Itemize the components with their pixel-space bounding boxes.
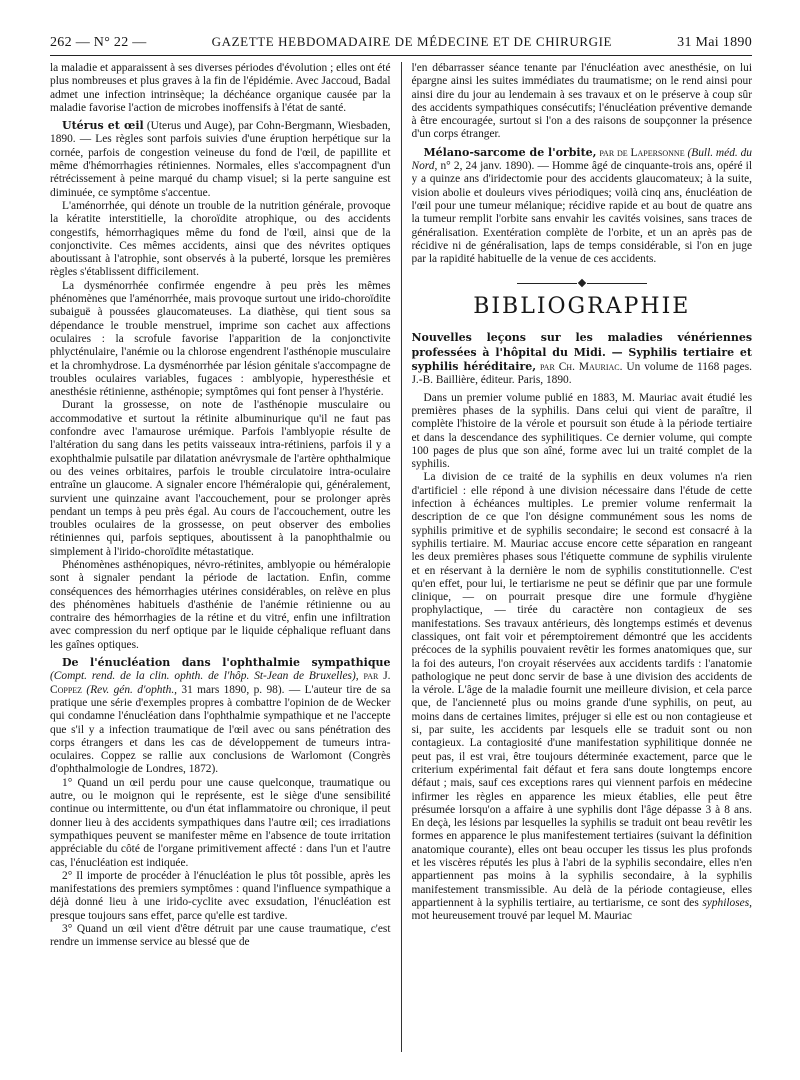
paragraph: La dysménorrhée confirmée engendre à peu près les mêmes phénomènes que l'aménorrhée, mais provoque surtout une irido-choroïdite subaiguë à poussées glaucomateuses. La diathèse, qui tient sous sa dépendance le trouble menstruel, imprime son cachet aux affections oculaires : la scrofule favorise l'apparition de la conjonctivite phlycténulaire, l'anémie ou la chlorose engendrent l'asthénopie musculaire et la chromhydrose. La dysménorrhée par lésion génitale s'accompagne de troubles oculaires variables, fugaces : amblyopie, hyperesthésie et anesthésie rétinienne, asthénopie; symptômes qui font penser à l'hystérie. (50, 279, 391, 399)
journal-title: GAZETTE HEBDOMADAIRE DE MÉDECINE ET DE CHIRURGIE (211, 34, 613, 49)
section-source: (Compt. rend. de la clin. ophth. de l'hôp. St-Jean de Bruxelles), (50, 670, 359, 683)
paragraph: 2° Il importe de procéder à l'énucléation le plus tôt possible, après les manifestations des premiers symptômes : quand l'influence sympathique a déjà donné lieu à une irido-cyclite avec exsudation, l'énucléation est presque toujours sans effet, parce qu'elle est tardive. (50, 869, 391, 922)
paragraph: Durant la grossesse, on note de l'asthénopie musculaire ou accommodative et surtout la rétinite albuminurique qu'il ne faut pas confondre avec l'amaurose urémique. Parfois l'amblyopie résulte de l'altération du sang dans les petits vaisseaux intra-rétiniens, parfois il y a exophthalmie pulsatile par dilatation anévrysmale de l'artère ophthalmique ou des veines orbitaires, parfois le trouble circulatoire intra-oculaire entraîne un glaucome. A signaler encore l'héméralopie qui, généralement, survient une quinzaine avant l'accouchement, pour se prolonger après pendant un temps à peu près égal. Au cours de l'accouchement, outre les troubles oculaires de la grossesse, on peut observer des embolies rétiniennes qui, parfois septiques, aboutissent à la panophthalmie ou simplement à l'irido-choroïdite métastatique. (50, 399, 391, 558)
section-journal: (Rev. gén. d'ophth., (86, 683, 178, 696)
paragraph-text: La division de ce traité de la syphilis en deux volumes n'a rien d'artificiel : elle répond à une division nécessaire dans l'étude de cette infection à échéances multiples. Le premier volume renfermait la description de ce que l'on désigne communément sous les noms de syphilis primitive et de syphilis secondaire; le second est consacré à la syphilis tertiaire. M. Mauriac accuse encore cette séparation en rangeant les deux premières phases sous l'étiquette commune de syphilis virulente et en réservant à la dernière le nom de syphilis constitutionnelle. C'est qu'en effet, pour lui, le tertiarisme ne peut se définir que par une formule clinique, — on pourrait presque dire une formule d'hygiène prophylactique, — tirée du caractère non contagieux de ses manifestations. Ses travaux antérieurs, dès longtemps estimés et devenus classiques, ont fait voir et péremptoirement démontré que les accidents précoces de la syphilis pouvaient revêtir les formes anatomiques que, sur la foi des auteurs, l'on croyait réservées aux accidents tardifs : l'anatomie pathologique ne peut donc servir de base à une division des accidents de la vérole. L'âge de la maladie fournit une meilleure division, et cela parce que, de l'ancienneté plus ou moins grande d'une syphilis, on peut, au moins dans de certaines limites, préjuger si elle est ou non contagieuse et si, par suite, les accidents par lesquels elle se traduit sont ou non contagieux. La contagiosité d'une manifestation syphilitique donnée ne peut pas, il est vrai, être toujours déterminée exactement, parce que le criterium expérimental fait défaut et fera sans doute longtemps encore défaut ; mais, sauf ces exceptions rares qui viennent parfois en médecine infirmer les règles en apparence les mieux établies, elle peut être présumée lorsqu'on a affaire à une syphilis dont l'âge dépasse 3 à 8 ans. En deçà, les lésions par lesquelles la syphilis se traduit ont beau revêtir les formes en apparence le plus manifestement tertiaires (suivant la définition anatomique courante), elles ont beau occuper les tissus les plus profonds et les viscères réputés les plus à l'abri de la syphilis secondaire, elles n'en appartiennent pas moins à la syphilis secondaire, à la syphilis manifestement transmissible. Au delà de la période contagieuse, elles appartiennent à la syphilis tertiaire, au tertiarisme, ce sont des (411, 471, 753, 909)
paragraph: 3° Quand un œil vient d'être détruit par une cause traumatique, c'est rendre un immense service au blessé que de (50, 923, 391, 949)
running-header (50, 34, 752, 51)
term-syphiloses: syphiloses, (702, 896, 753, 909)
section-title: De l'énucléation dans l'ophthalmie sympathique (62, 656, 391, 670)
paragraph: la maladie et apparaissent à ses diverses périodes d'évolution ; elles ont été plus nombreuses et plus graves à la fin de l'épidémie. Avec Jaccoud, Badal admet une infection intrinsèque; la déchéance organique causée par la maladie favorise l'action de microbes inoffensifs à l'état de santé. (50, 62, 391, 114)
left-column (50, 62, 391, 1052)
header-rule (50, 55, 752, 56)
paragraph (412, 471, 753, 923)
section-enucleation (50, 656, 391, 777)
section-title: Utérus et œil (62, 119, 144, 133)
section-journal: (Bull. méd. du Nord, (411, 146, 752, 173)
page-number: 262 — N° 22 — (50, 35, 147, 50)
paragraph: l'en débarrasser séance tenante par l'énucléation avec anesthésie, on lui épargne ainsi les suites immédiates du traumatisme; on le rend ainsi pour ainsi dire du jour au lendemain à ses travaux et on le préserve à coup sûr des accidents sympathiques consécutifs; l'énucléation préventive demande à être encouragée, surtout si l'on a des raisons de soupçonner la présence d'un corps étranger. (411, 62, 753, 141)
section-date: 31 mars 1890, p. 98). — (177, 683, 305, 696)
paragraph: Dans un premier volume publié en 1883, M. Mauriac avait étudié les premières phases de la syphilis. Dans celui qui vient de paraître, il complète l'histoire de la vérole et poursuit son étude à la période tertiaire et dans la descendance des syphilitiques. Ce dernier volume, qui compte 100 pages de plus que son aîné, forme avec lui un traité complet de la syphilis. (411, 391, 753, 471)
section-text: L'auteur tire de sa pratique une série d'exemples propres à combattre l'opinion de de Wecker qui condamne l'énucléation dans l'ophthalmie sympathique et ne l'accepte que s'il y a infection traumatique de l'œil avec ou sans pénétration des corps étrangers et dans les cas de développement de tumeurs intra-oculaires. Coppez se rallie aux conclusions de Warlomont (Congrès d'ophthalmologie de Londres, 1872). (50, 683, 391, 776)
right-column (412, 62, 753, 1052)
two-column-body (50, 62, 752, 1052)
section-title: Mélano-sarcome de l'orbite, (423, 145, 597, 159)
issue-date: 31 Mai 1890 (677, 35, 752, 50)
paragraph-tail: mot heureusement trouvé par lequel M. Mauriac (411, 910, 632, 923)
paragraph: L'aménorrhée, qui dénote un trouble de la nutrition générale, provoque la kératite interstitielle, la choroïdite atrophique, ou des accidents congestifs, hémorrhagiques même du fond de l'œil, ainsi que de la conjonctivite. Ces mêmes accidents, ainsi que des névrites optiques aboutissant à l'atrophie, sont observés à la puberté, lorsque les premières règles s'établissent difficilement. (50, 199, 391, 279)
section-date: n° 2, 24 janv. 1890). — (437, 160, 552, 173)
book-entry (412, 331, 753, 387)
section-author: par J. Coppez (50, 670, 391, 696)
section-uterus-oeil (50, 119, 391, 200)
bibliography-heading: BIBLIOGRAPHIE (473, 294, 691, 320)
book-meta: Un volume de 1168 pages. J.-B. Baillière, éditeur. Paris, 1890. (411, 361, 752, 387)
section-text: Homme âgé de cinquante-trois ans, opéré il y a quinze ans d'iridectomie pour des accidents glaucomateux; à la suite, vision abolie et douleurs vives périodiques; voilà cinq ans, énucléation de l'œil pour une tumeur mélanique; récidive rapide et au bout de quatre ans la tumeur remplit l'orbite sans envahir les cavités voisines, sans traces de généralisation. Exentération complète de l'orbite, et un an après pas de récidive ni de généralisation, laps de temps considérable, si l'on en juge par la rapidité habituelle de la venue de ces accidents. (411, 160, 753, 266)
paragraph: 1° Quand un œil perdu pour une cause quelconque, traumatique ou autre, ou le moignon qui le représente, est le siège d'une sensibilité continue ou intermittente, ou d'un état inflammatoire ou chronique, il peut donner lieu à des accidents sympathiques dans l'autre œil; ces irradiations sympathiques peuvent se manifester même en l'absence de toute irritation appréciable du côté de l'organe primitivement affecté : dans l'un et l'autre cas, l'énucléation est indiquée. (50, 776, 391, 869)
section-text: Les règles sont parfois suivies d'une éruption herpétique sur la cornée, parfois de congestion veineuse du fond de l'œil, de papillite et même d'hémorrhagies rétiniennes. Normales, elles s'accompagnent d'un rétrécissement à peine marqué du champ visuel; si la perte sanguine est diminuée, ce symptôme s'accentue. (50, 133, 391, 199)
section-meta: (Uterus und Auge), par Cohn-Bergmann, Wiesbaden, 1890. — (50, 120, 391, 146)
book-title: Nouvelles leçons sur les maladies vénériennes professées à l'hôpital du Midi. — Syphilis tertiaire et syphilis héréditaire, (411, 331, 753, 374)
column-divider (401, 62, 402, 1052)
ornament-divider (412, 280, 753, 286)
book-author: par Ch. Mauriac. (536, 361, 627, 374)
section-author: par de Lapersonne (596, 146, 688, 159)
paragraph: Phénomènes asthénopiques, névro-rétinites, amblyopie ou héméralopie sont à signaler pendant la période de lactation. Enfin, comme conséquences des hémorrhagies utérines considérables, on relève en plus des phénomènes habituels d'asthénie de l'anémie rétinienne ou au contraire des hémorrhagies de la rétine et du vitré, enfin une infiltration avec compression du nerf optique par le liquide céphalique refluant dans les gaînes optiques. (50, 558, 391, 651)
section-melano-sarcome (412, 146, 753, 267)
